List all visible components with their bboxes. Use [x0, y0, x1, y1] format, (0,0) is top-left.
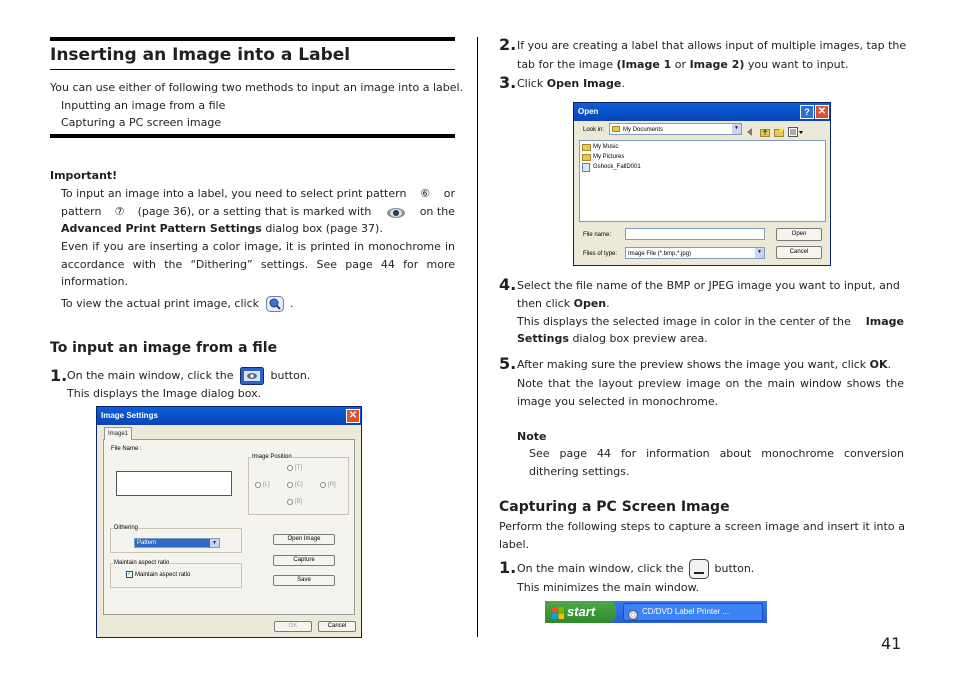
step-4-line-4 [517, 330, 708, 348]
file-name-label: File Name : [111, 446, 142, 452]
view-menu-icon[interactable] [788, 124, 804, 134]
files-of-type-select[interactable] [625, 247, 765, 259]
step-4-line-3 [517, 313, 904, 331]
step-1-number: 1. [50, 366, 68, 385]
subheading-input-from-file: To input an image from a file [50, 340, 278, 356]
minimize-button-icon [689, 559, 709, 579]
image-settings-titlebar: Image Settings [97, 407, 361, 425]
advanced-print-pattern-label: Advanced Print Pattern Settings [61, 222, 262, 235]
start-label: start [567, 604, 596, 619]
step-3-text [517, 75, 625, 93]
capture-step-1-result: This minimizes the main window. [517, 581, 700, 594]
capture-step-1-text [517, 559, 754, 579]
important-text-g: on the [419, 205, 455, 218]
open-dialog-titlebar: Open [574, 103, 830, 121]
list-item-label: Gshock_FallD001 [593, 164, 641, 170]
step-4-line-2 [517, 295, 610, 313]
taskbar-app-button[interactable] [623, 603, 763, 621]
step-3-click: Click [517, 77, 544, 90]
check-icon: ✓ [127, 571, 133, 577]
capture-step-1-b: button. [714, 562, 755, 575]
file-name-field[interactable] [116, 471, 232, 496]
maintain-aspect-label: Maintain aspect ratio [135, 572, 191, 578]
dithering-label: Dithering [114, 525, 139, 531]
app-icon [628, 607, 638, 617]
subheading-capture: Capturing a PC Screen Image [499, 499, 730, 515]
important-text-d: pattern [61, 205, 102, 218]
cancel-button[interactable]: Cancel [318, 621, 356, 632]
important-text-end: dialog box (page 37). [265, 222, 383, 235]
close-button-open[interactable]: ✕ [815, 105, 829, 119]
step-2-or: or [674, 58, 687, 71]
step-4-text-d: dialog box preview area. [572, 332, 708, 345]
close-button[interactable]: ✕ [346, 409, 360, 423]
step-1-result: This displays the Image dialog box. [67, 387, 262, 400]
method-2: Capturing a PC screen image [61, 116, 222, 129]
step-5-para: Note that the layout preview image on the main window shows the image you selected in monochrome. [517, 377, 904, 408]
pos-right-label: [R] [328, 482, 336, 488]
method-1: Inputting an image from a file [61, 99, 226, 112]
files-of-type-label: Files of type: [583, 251, 618, 257]
important-text-a: To input an image into a label, you need to select print pattern [61, 187, 407, 200]
image-position-label: Image Position [252, 454, 292, 460]
look-in-value: My Documents [623, 127, 664, 133]
list-item-label: My Music [593, 144, 619, 150]
new-folder-icon[interactable] [774, 124, 784, 134]
step-3-end: . [621, 77, 625, 90]
open-button[interactable]: Open [776, 228, 822, 241]
step-4-then-click: then click [517, 297, 571, 310]
step-3-number: 3. [499, 73, 517, 92]
top-rule-left [50, 37, 455, 41]
pos-right-radio[interactable] [320, 482, 326, 488]
capture-step-1-a: On the main window, click the [517, 562, 684, 575]
maintain-aspect-checkbox[interactable] [126, 571, 133, 578]
important-line-3 [61, 220, 383, 238]
important-text-f: (page 36), or a setting that is marked with [137, 205, 372, 218]
pos-bottom-label: [B] [295, 499, 303, 505]
windows-logo-icon [552, 606, 564, 618]
step-5-number: 5. [499, 354, 517, 373]
column-divider [477, 37, 478, 637]
tab-image1[interactable] [104, 427, 132, 440]
folder-icon [612, 126, 620, 132]
file-name-input[interactable] [625, 228, 765, 240]
pictures-folder-icon [582, 154, 591, 161]
cancel-button-open[interactable]: Cancel [776, 246, 822, 259]
important-heading: Important! [50, 169, 118, 182]
pos-center-radio[interactable] [287, 482, 293, 488]
step-1-text-b: button. [270, 369, 311, 382]
step-1-text-a: On the main window, click the [67, 369, 234, 382]
dithering-select[interactable] [134, 538, 220, 548]
settings-bold-label: Settings [517, 332, 569, 345]
help-button[interactable]: ? [800, 105, 814, 119]
music-folder-icon [582, 144, 591, 151]
app-label: CD/DVD Label Printer ... [642, 607, 730, 616]
open-label: Open [573, 297, 607, 310]
files-of-type-value: Image File (*.bmp,*.jpg) [628, 251, 692, 257]
step-2-text-b: tab for the image [517, 58, 613, 71]
chevron-down-icon[interactable]: ▼ [210, 539, 219, 547]
page-title: Inserting an Image into a Label [50, 45, 351, 65]
view-print-line [61, 295, 294, 313]
step-2-number: 2. [499, 35, 517, 54]
step-1-text [67, 367, 310, 385]
image-1-label: (Image 1 [616, 58, 672, 71]
magnifier-icon [266, 296, 284, 312]
step-4-end: . [606, 297, 610, 310]
important-para-2: Even if you are inserting a color image, it is printed in monochrome in accordance with the “Dithering” settings. See page 44 for more information. [61, 240, 455, 288]
back-icon[interactable] [746, 124, 756, 134]
important-line-2 [61, 203, 455, 221]
pattern-6-glyph: ⑥ [420, 187, 431, 200]
chevron-down-icon-type[interactable]: ▼ [755, 248, 764, 258]
image-2-label: Image 2) [689, 58, 745, 71]
capture-step-1-number: 1. [499, 558, 517, 577]
step-2-text-c: you want to input. [747, 58, 849, 71]
intro-text: You can use either of following two methods to input an image into a label. [50, 81, 464, 94]
step-4-line-1: Select the file name of the BMP or JPEG image you want to input, and [517, 279, 900, 292]
dithering-value-text: Pattern [137, 540, 157, 546]
step-5-end: . [887, 358, 892, 371]
pos-top-radio[interactable] [287, 465, 293, 471]
ok-button[interactable]: OK [274, 621, 312, 632]
capture-button[interactable]: Capture [273, 555, 335, 566]
important-line-1 [61, 185, 455, 203]
pattern-7-glyph: ⑦ [114, 205, 125, 218]
view-print-end: . [290, 297, 294, 310]
look-in-label: Look in: [583, 127, 605, 133]
up-folder-icon[interactable] [760, 124, 770, 134]
step-5-text-a: After making sure the preview shows the image you want, click [517, 358, 867, 371]
view-print-text: To view the actual print image, click [61, 297, 259, 310]
open-image-button[interactable]: Open Image [273, 534, 335, 545]
pos-center-label: [C] [295, 482, 303, 488]
note-body: See page 44 for information about monochrome conversion dithering settings. [529, 447, 904, 478]
taskbar [545, 601, 767, 623]
pos-left-radio[interactable] [255, 482, 261, 488]
intro-bottom-rule [50, 134, 455, 138]
look-in-select[interactable] [609, 123, 742, 135]
pos-top-label: [T] [295, 465, 302, 471]
image-bold-label: Image [865, 315, 904, 328]
open-dialog [573, 102, 831, 266]
aspect-ratio-group-label: Maintain aspect ratio [114, 560, 170, 566]
ok-label: OK [869, 358, 888, 371]
title-underline [50, 69, 455, 70]
tab-image1-label: Image1 [107, 431, 128, 437]
step-4-number: 4. [499, 275, 517, 294]
step-2-line-1: If you are creating a label that allows input of multiple images, tap the [517, 39, 907, 52]
note-heading: Note [517, 430, 547, 443]
eye-icon [385, 205, 407, 219]
image-settings-dialog [96, 406, 362, 638]
page-number: 41 [881, 634, 902, 653]
file-list[interactable] [579, 140, 826, 222]
open-image-label: Open Image [546, 77, 622, 90]
list-item-label: My Pictures [593, 154, 625, 160]
step-4-text-c: This displays the selected image in color in the center of the [517, 315, 851, 328]
step-5-line-1 [517, 356, 891, 374]
chevron-down-icon-look[interactable]: ▼ [732, 124, 741, 134]
image-file-icon [582, 163, 590, 172]
capture-intro: Perform the following steps to capture a screen image and insert it into a label. [499, 520, 905, 551]
save-button[interactable]: Save [273, 575, 335, 586]
dithering-value [135, 539, 210, 547]
step-2-line-2 [517, 56, 848, 74]
pos-left-label: [L] [263, 482, 270, 488]
image-button-icon [240, 367, 264, 385]
start-button[interactable] [545, 601, 616, 623]
pos-bottom-radio[interactable] [287, 499, 293, 505]
file-name-label-open: File name: [583, 232, 612, 238]
important-text-c: or [443, 187, 455, 200]
